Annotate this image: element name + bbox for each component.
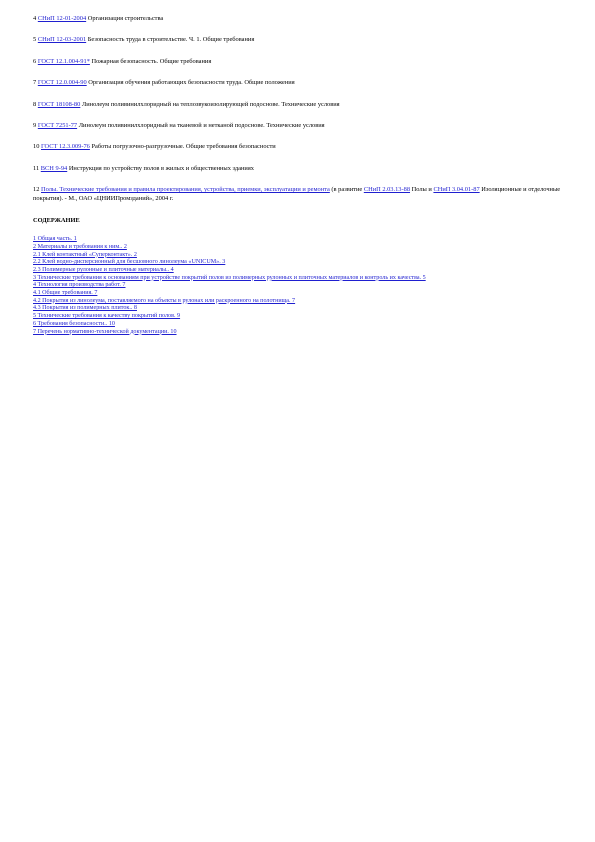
reference-number: 9 xyxy=(33,121,37,129)
reference-link[interactable]: ГОСТ 12.0.004-90 xyxy=(37,79,87,87)
reference-title: Организация строительства xyxy=(86,15,164,22)
toc-item[interactable]: 5 Технические требования к качеству покрытий полов. 9 xyxy=(33,313,181,320)
toc-item[interactable]: 3 Технические требования к основаниям при устройстве покрытий полов из полимерных рулонных и плиточных материалов и контроль их качества. 5 xyxy=(33,274,426,281)
document-page xyxy=(33,14,573,336)
reference-4 xyxy=(33,14,573,23)
reference-link[interactable]: ГОСТ 18108-80 xyxy=(37,100,81,108)
reference-link-snip-3-04-01[interactable]: СНиП 3.04.01-87 xyxy=(433,186,480,194)
reference-title: Безопасность труда в строительстве. Ч. 1. Общие требования xyxy=(86,36,255,44)
toc-item[interactable]: 4.2 Покрытия из линолеума, поставляемого на объекты в рулонах или раскроенного на полотнища. 7 xyxy=(33,297,296,304)
toc-item[interactable]: 2.3 Полимерные рулонные и плиточные материалы.. 4 xyxy=(33,266,174,273)
reference-title: Работы погрузочно-разгрузочные. Общие требования безопасности xyxy=(89,143,276,151)
reference-title: Инструкция по устройству полов в жилых и общественных зданиях xyxy=(67,164,254,172)
reference-number: 11 xyxy=(33,164,40,172)
reference-link[interactable]: СНиП 12-03-2001 xyxy=(37,36,87,44)
toc-item[interactable]: 7 Перечень нормативно-технической документации. 10 xyxy=(33,328,177,335)
reference-text: Полы и xyxy=(410,186,434,194)
toc-item[interactable]: 2.1 Клей контактный «Суперконтакт». 2 xyxy=(33,251,137,258)
reference-8 xyxy=(33,100,573,109)
reference-title: Линолеум поливинилхлоридный на тканевой и нетканой подоснове. Технические условия xyxy=(77,121,325,129)
reference-link[interactable]: СНиП 12-01-2004 xyxy=(37,15,87,22)
toc-item[interactable]: 4.3 Покрытия из полимерных плиток.. 8 xyxy=(33,305,137,312)
reference-link[interactable]: ГОСТ 12.1.004-91* xyxy=(37,57,90,65)
reference-11 xyxy=(33,164,573,173)
reference-number: 4 xyxy=(33,15,37,22)
reference-7 xyxy=(33,78,573,87)
toc-item[interactable]: 4 Технология производства работ. 7 xyxy=(33,282,126,289)
reference-number: 12 xyxy=(33,186,40,194)
reference-12 xyxy=(33,185,573,203)
reference-text: (в развитие xyxy=(329,186,364,194)
reference-title: Пожарная безопасность. Общие требования xyxy=(89,57,212,65)
toc-item[interactable]: 2.2 Клей водно-дисперсионный для бесшовного линолеума «UNICUM». 3 xyxy=(33,259,226,266)
reference-number: 8 xyxy=(33,100,37,108)
reference-title: Линолеум поливинилхлоридный на теплозвукоизолирующей подоснове. Технические условия xyxy=(80,100,340,108)
toc-item[interactable]: 6 Требования безопасности.. 10 xyxy=(33,320,115,327)
reference-6 xyxy=(33,57,573,66)
toc-item[interactable]: 2 Материалы и требования к ним.. 2 xyxy=(33,243,127,250)
reference-link-snip-2-03-13[interactable]: СНиП 2.03.13-88 xyxy=(363,186,411,194)
reference-number: 6 xyxy=(33,57,37,65)
reference-link[interactable]: ВСН 9-94 xyxy=(40,164,68,172)
reference-link-floors[interactable]: Полы. Технические требования и правила проектирования, устройства, приемки, эксплуатации и ремонта xyxy=(41,186,330,194)
reference-number: 5 xyxy=(33,36,37,44)
reference-text: Изоляционные и отделочные покрытия). - М., ОАО «ЦНИИПромзданий», 2004 г. xyxy=(33,186,561,203)
toc-item[interactable]: 1 Общая часть. 1 xyxy=(33,236,77,243)
reference-title: Организация обучения работающих безопасности труда. Общие положения xyxy=(86,79,295,87)
table-of-contents xyxy=(33,236,573,336)
reference-number: 10 xyxy=(33,143,40,151)
reference-link[interactable]: ГОСТ 12.3.009-76 xyxy=(41,143,90,151)
reference-number: 7 xyxy=(33,79,37,87)
reference-5 xyxy=(33,35,573,44)
toc-title: СОДЕРЖАНИЕ xyxy=(33,217,80,225)
reference-10 xyxy=(33,142,573,151)
reference-9 xyxy=(33,121,573,130)
reference-link[interactable]: ГОСТ 7251-77 xyxy=(37,121,78,129)
toc-item[interactable]: 4.1 Общие требования. 7 xyxy=(33,290,98,297)
